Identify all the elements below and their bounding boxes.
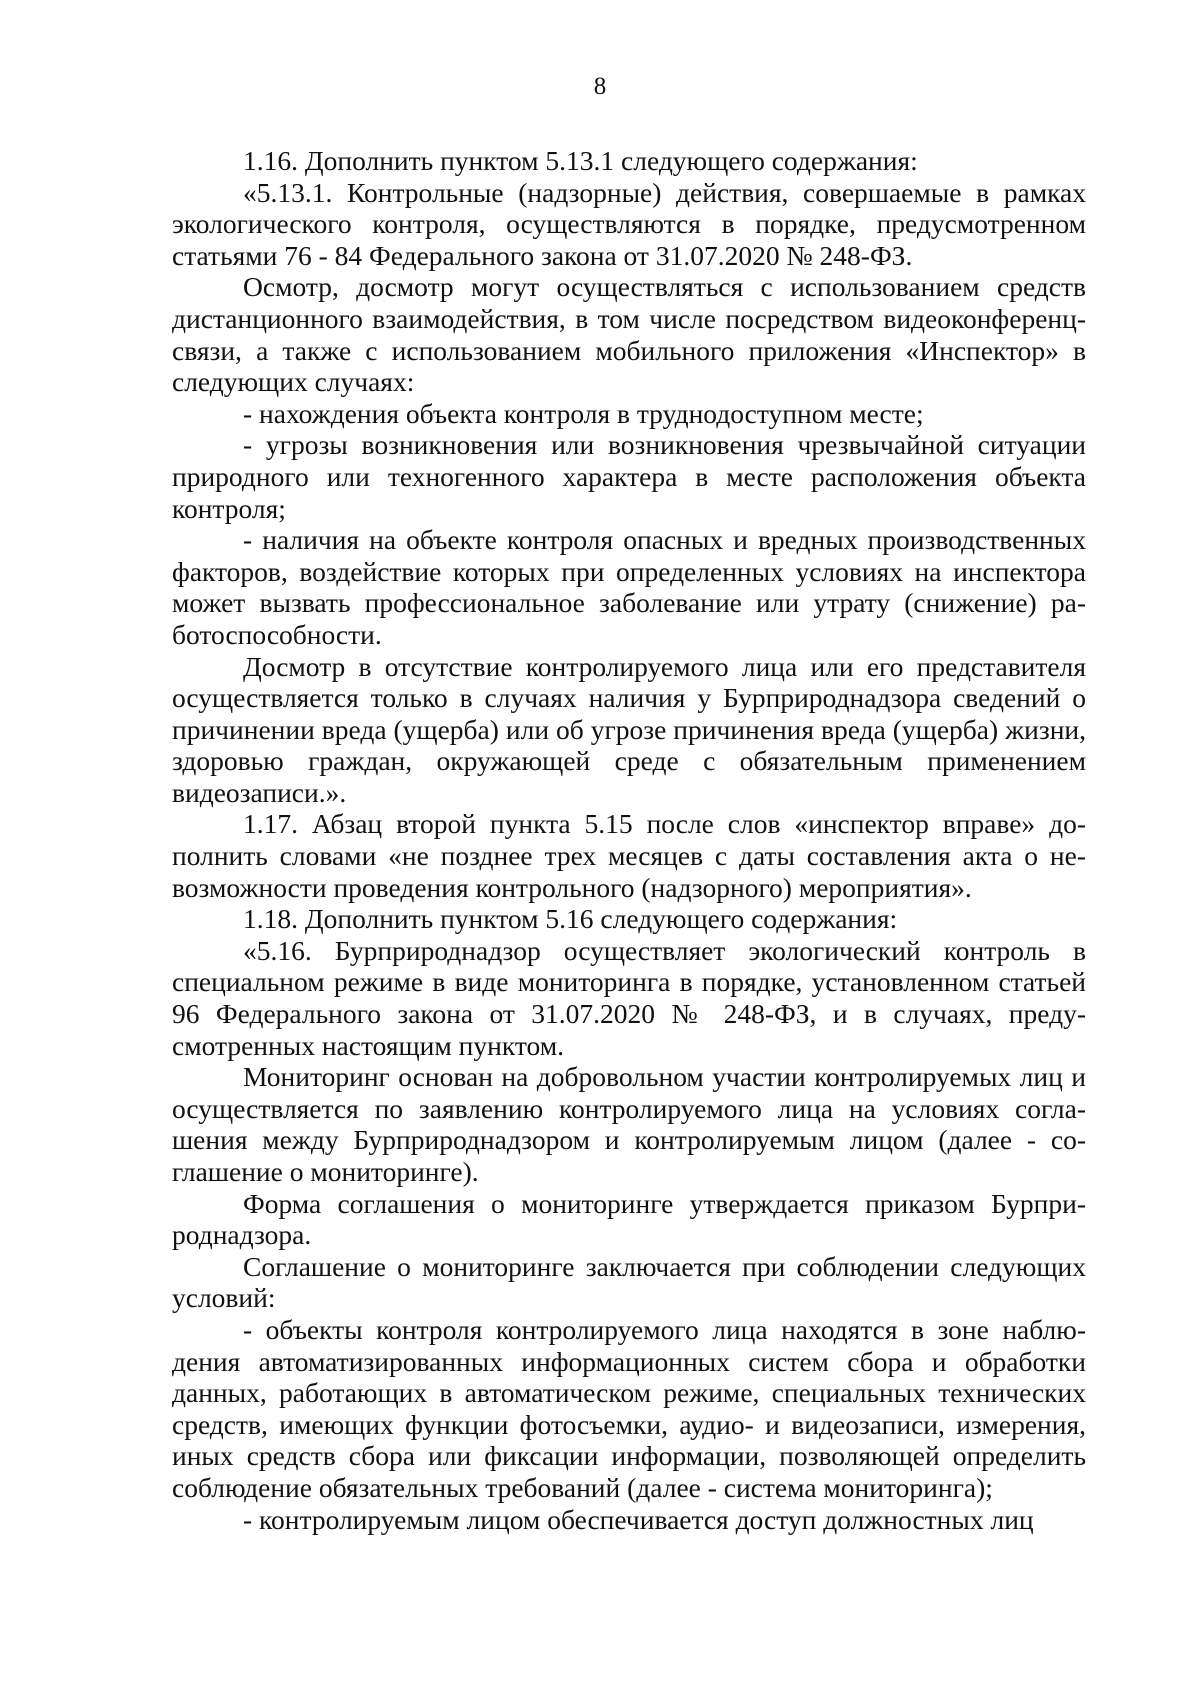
paragraph: «5.13.1. Контрольные (надзорные) действия, совершаемые в рамках экологического контроля, осуществляются в порядке, предусмотренном статьями 76 - 84 Федерального закона от 31.07.2020 № 248-ФЗ. — [172, 176, 1086, 271]
paragraph: - объекты контроля контролируемого лица находятся в зоне наблюдения автоматизированных информационных систем сбора и обработки данных, работающих в автоматическом режиме, специальных технических средств, имеющих функции фотосъемки, аудио- и видеозаписи, измерения, иных средств сбора или фиксации информации, позволяющей определить соблюдение обязательных требований (далее - система мониторинга); — [172, 1313, 1086, 1503]
paragraph: Форма соглашения о мониторинге утверждается приказом Бурприроднадзора. — [172, 1187, 1086, 1251]
paragraph: «5.16. Бурприроднадзор осуществляет экологический контроль в специальном режиме в виде мониторинга в порядке, установленном статьей 96 Федерального закона от 31.07.2020 № 248-ФЗ, и в случаях, предусмотренных настоящим пунктом. — [172, 934, 1086, 1061]
paragraph: - нахождения объекта контроля в труднодоступном месте; — [243, 397, 924, 429]
paragraph: Досмотр в отсутствие контролируемого лица или его представителя осуществляется только в случаях наличия у Бурприроднадзора сведений о причинении вреда (ущерба) или об угрозе причинения вреда (ущерба) жизни, здоровью граждан, окружающей среде с обязательным применением видеозаписи.». — [172, 650, 1086, 808]
paragraph: 1.18. Дополнить пунктом 5.16 следующего содержания: — [243, 903, 898, 935]
paragraph: 1.16. Дополнить пунктом 5.13.1 следующего содержания: — [243, 145, 918, 176]
paragraph: Соглашение о мониторинге заключается при соблюдении следующих условий: — [172, 1250, 1086, 1314]
paragraph: Осмотр, досмотр могут осуществляться с использованием средств дистанционного взаимодействия, в том числе посредством видеоконференц-связи, а также с использованием мобильного приложения «Инспектор» в следующих случаях: — [172, 271, 1086, 398]
paragraph: - угрозы возникновения или возникновения чрезвычайной ситуации природного или техногенного характера в месте расположения объекта контроля; — [172, 429, 1086, 524]
paragraph: - наличия на объекте контроля опасных и вредных производственных факторов, воздействие которых при определенных условиях на инспектора может вызвать профессиональное заболевание или утрату (снижение) работоспособности. — [172, 524, 1086, 650]
paragraph: Мониторинг основан на добровольном участии контролируемых лиц и осуществляется по заявлению контролируемого лица на условиях соглашения между Бурприроднадзором и контролируемым лицом (далее - соглашение о мониторинге). — [172, 1061, 1086, 1187]
paragraph: 1.17. Абзац второй пункта 5.15 после слов «инспектор вправе» дополнить словами «не позднее трех месяцев с даты составления акта о невозможности проведения контрольного (надзорного) мероприятия». — [172, 808, 1086, 903]
document-body — [172, 145, 1086, 1535]
paragraph: - контролируемым лицом обеспечивается доступ должностных лиц — [243, 1503, 1034, 1535]
page-number: 8 — [593, 73, 607, 100]
